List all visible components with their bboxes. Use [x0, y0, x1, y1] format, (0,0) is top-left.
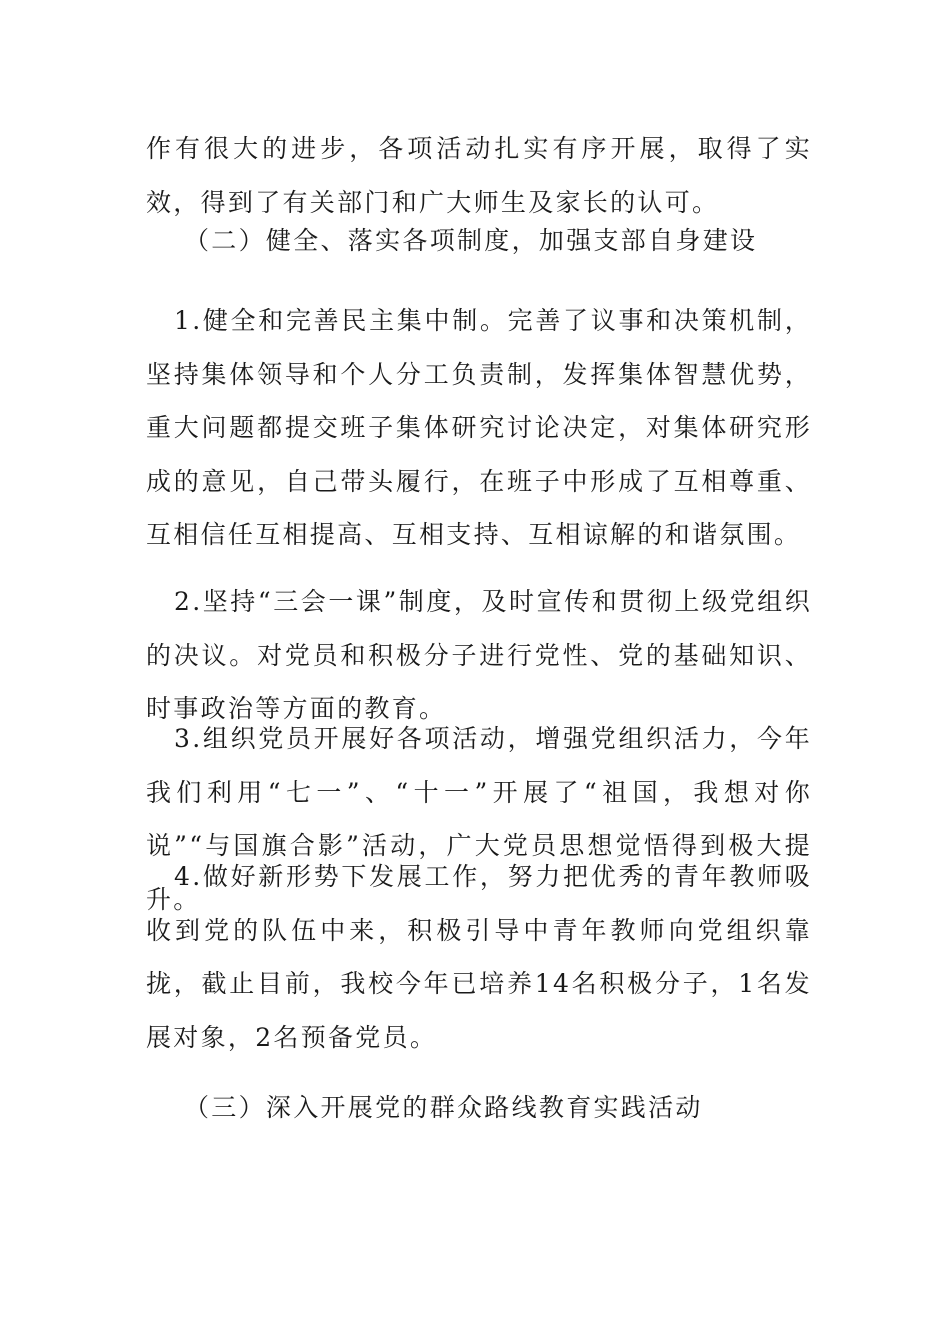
- paragraph-continuation: 作有很大的进步，各项活动扎实有序开展，取得了实效，得到了有关部门和广大师生及家长的认可。: [146, 134, 812, 217]
- list-item-1: 1.健全和完善民主集中制。完善了议事和决策机制，坚持集体领导和个人分工负责制，发挥集体智慧优势，重大问题都提交班子集体研究讨论决定，对集体研究形成的意见，自己带头履行，在班子中形成了互相尊重、互相信任互相提高、互相支持、互相谅解的和谐氛围。: [146, 306, 812, 549]
- section-heading-2: （二）健全、落实各项制度，加强支部自身建设: [184, 226, 758, 255]
- section-heading-3: （三）深入开展党的群众路线教育实践活动: [184, 1093, 703, 1122]
- list-item-2: 2.坚持“三会一课”制度，及时宣传和贯彻上级党组织的决议。对党员和积极分子进行党性、党的基础知识、时事政治等方面的教育。: [146, 587, 812, 723]
- list-item-3: 3.组织党员开展好各项活动，增强党组织活力，今年我们利用“七一”、“十一”开展了“祖国，我想对你说”“与国旗合影”活动，广大党员思想觉悟得到极大提升。: [146, 724, 812, 914]
- list-item-4: 4.做好新形势下发展工作，努力把优秀的青年教师吸收到党的队伍中来，积极引导中青年教师向党组织靠拢，截止目前，我校今年已培养14名积极分子，1名发展对象，2名预备党员。: [146, 862, 812, 1052]
